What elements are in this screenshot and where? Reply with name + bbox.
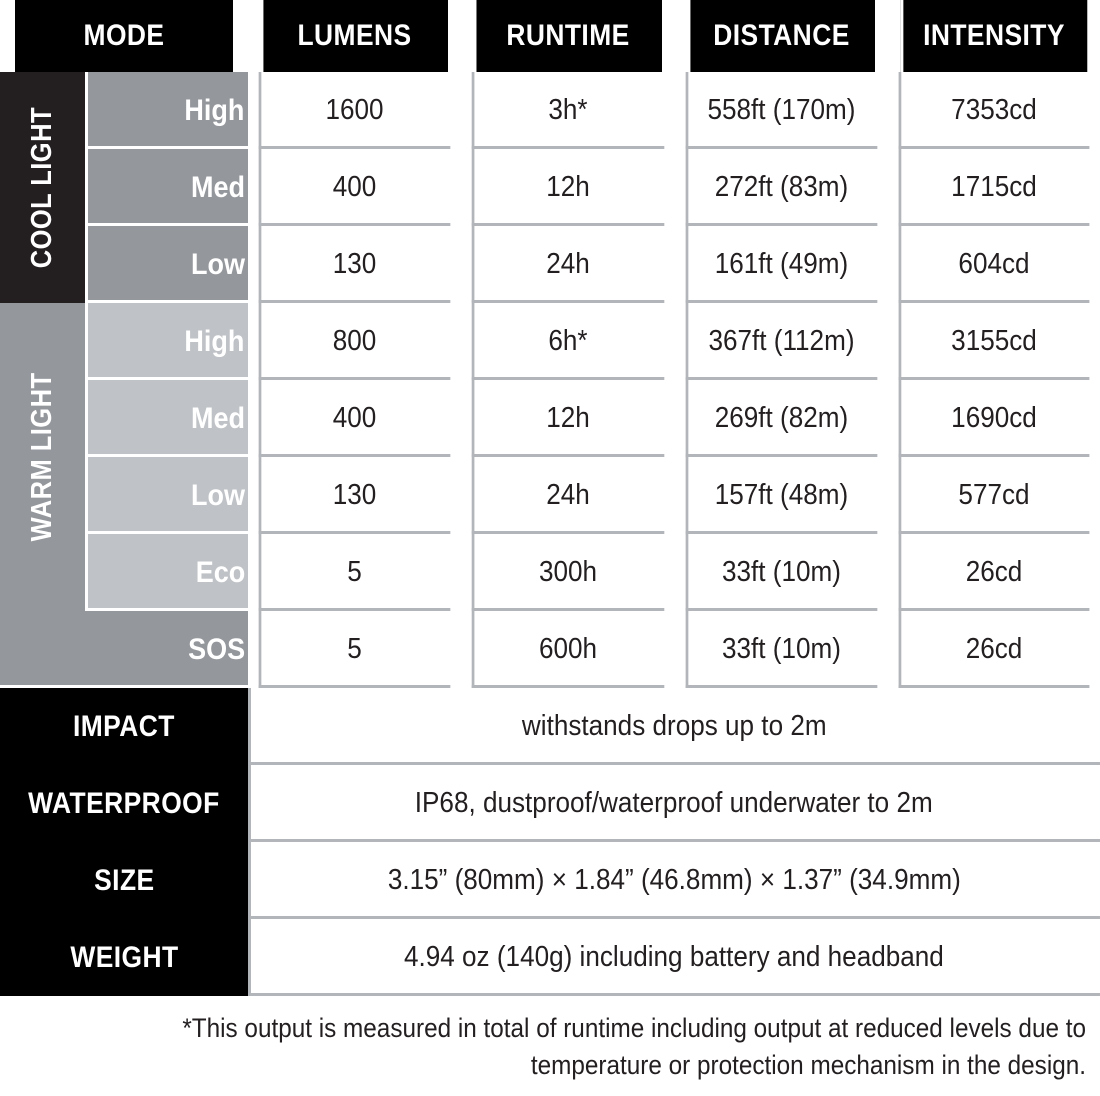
cell-runtime: 12h bbox=[472, 380, 665, 457]
column-header-distance bbox=[688, 0, 875, 72]
mode-label: Low bbox=[191, 247, 245, 281]
column-header-runtime bbox=[474, 0, 662, 72]
column-header-distance-label: DISTANCE bbox=[713, 19, 850, 52]
column-header-lumens bbox=[261, 0, 448, 72]
cell-distance: 558ft (170m) bbox=[686, 72, 878, 149]
cell-lumens: 5 bbox=[259, 611, 451, 688]
cell-distance: 269ft (82m) bbox=[686, 380, 878, 457]
mode-cell-cool-low bbox=[85, 226, 248, 303]
table-row-sos bbox=[0, 611, 1100, 688]
mode-cell-warm-med bbox=[85, 380, 248, 457]
spec-value-text: IP68, dustproof/waterproof underwater to 2m bbox=[415, 787, 933, 819]
mode-label: High bbox=[184, 324, 245, 358]
cell-lumens: 400 bbox=[259, 149, 451, 226]
table-row bbox=[0, 72, 1100, 149]
cell-lumens: 1600 bbox=[259, 72, 451, 149]
spec-row-size bbox=[0, 842, 1100, 919]
footnote-cell bbox=[0, 996, 1100, 1083]
cell-runtime: 300h bbox=[472, 534, 665, 611]
mode-label: Eco bbox=[195, 555, 246, 589]
mode-cell-warm-high bbox=[85, 303, 248, 380]
table-header-row bbox=[0, 0, 1100, 72]
spec-label-size bbox=[0, 842, 248, 919]
spec-label-impact bbox=[0, 688, 248, 765]
spec-value-impact bbox=[248, 688, 1100, 765]
cell-lumens: 130 bbox=[259, 226, 451, 303]
cell-runtime: 12h bbox=[472, 149, 665, 226]
cell-lumens: 130 bbox=[259, 457, 451, 534]
spec-value-waterproof bbox=[248, 765, 1100, 842]
table-row bbox=[0, 303, 1100, 380]
mode-label: SOS bbox=[187, 632, 245, 666]
spec-row-weight bbox=[0, 919, 1100, 996]
spec-label-weight bbox=[0, 919, 248, 996]
cell-distance: 367ft (112m) bbox=[686, 303, 878, 380]
group-label-warm-light bbox=[0, 303, 85, 611]
group-label-warm-light-text: WARM LIGHT bbox=[26, 372, 58, 542]
cell-distance: 272ft (83m) bbox=[686, 149, 878, 226]
column-header-intensity-label: INTENSITY bbox=[923, 19, 1065, 52]
cell-intensity: 3155cd bbox=[899, 303, 1090, 380]
cell-runtime: 6h* bbox=[472, 303, 665, 380]
spec-value-text: 3.15” (80mm) × 1.84” (46.8mm) × 1.37” (34.9mm) bbox=[387, 864, 961, 896]
group-label-cool-light-text: COOL LIGHT bbox=[26, 106, 58, 269]
spec-value-text: withstands drops up to 2m bbox=[521, 710, 827, 742]
cell-runtime: 600h bbox=[472, 611, 665, 688]
cell-lumens: 5 bbox=[259, 534, 451, 611]
mode-label: Med bbox=[191, 170, 245, 204]
cell-intensity: 1715cd bbox=[899, 149, 1090, 226]
cell-intensity: 26cd bbox=[899, 534, 1090, 611]
footnote-row bbox=[0, 996, 1100, 1083]
mode-cell-cool-med bbox=[85, 149, 248, 226]
column-header-mode-label: MODE bbox=[83, 19, 165, 52]
cell-intensity: 604cd bbox=[899, 226, 1090, 303]
spec-value-size bbox=[248, 842, 1100, 919]
mode-cell-warm-eco bbox=[85, 534, 248, 611]
cell-intensity: 1690cd bbox=[899, 380, 1090, 457]
cell-runtime: 24h bbox=[472, 457, 665, 534]
cell-distance: 157ft (48m) bbox=[686, 457, 878, 534]
spec-value-text: 4.94 oz (140g) including battery and headband bbox=[404, 941, 944, 973]
mode-label: Low bbox=[191, 478, 245, 512]
spec-value-weight bbox=[248, 919, 1100, 996]
cell-runtime: 24h bbox=[472, 226, 665, 303]
column-header-mode bbox=[15, 0, 233, 72]
cell-distance: 33ft (10m) bbox=[686, 534, 878, 611]
table-row bbox=[0, 534, 1100, 611]
group-label-cool-light bbox=[0, 72, 85, 303]
mode-cell-sos bbox=[0, 611, 248, 688]
mode-cell-cool-high bbox=[85, 72, 248, 149]
cell-runtime: 3h* bbox=[472, 72, 665, 149]
table-row bbox=[0, 380, 1100, 457]
column-header-lumens-label: LUMENS bbox=[297, 19, 412, 52]
cell-intensity: 577cd bbox=[899, 457, 1090, 534]
spec-label-text: SIZE bbox=[93, 863, 155, 897]
cell-lumens: 800 bbox=[259, 303, 451, 380]
cell-intensity: 26cd bbox=[899, 611, 1090, 688]
cell-lumens: 400 bbox=[259, 380, 451, 457]
column-header-intensity bbox=[901, 0, 1088, 72]
footnote-text: *This output is measured in total of runtime including output at reduced levels due to temperature or protection mechanism in the design. bbox=[182, 1013, 1086, 1080]
spec-row-impact bbox=[0, 688, 1100, 765]
cell-distance: 161ft (49m) bbox=[686, 226, 878, 303]
spec-label-waterproof bbox=[0, 765, 248, 842]
table-row bbox=[0, 226, 1100, 303]
table-row bbox=[0, 457, 1100, 534]
mode-cell-warm-low bbox=[85, 457, 248, 534]
spec-row-waterproof bbox=[0, 765, 1100, 842]
spec-label-text: WATERPROOF bbox=[28, 786, 220, 820]
column-header-runtime-label: RUNTIME bbox=[506, 19, 630, 52]
spec-label-text: IMPACT bbox=[73, 709, 175, 743]
mode-label: High bbox=[184, 93, 245, 127]
spec-label-text: WEIGHT bbox=[69, 940, 179, 974]
mode-label: Med bbox=[191, 401, 245, 435]
cell-distance: 33ft (10m) bbox=[686, 611, 878, 688]
table-row bbox=[0, 149, 1100, 226]
cell-intensity: 7353cd bbox=[899, 72, 1090, 149]
